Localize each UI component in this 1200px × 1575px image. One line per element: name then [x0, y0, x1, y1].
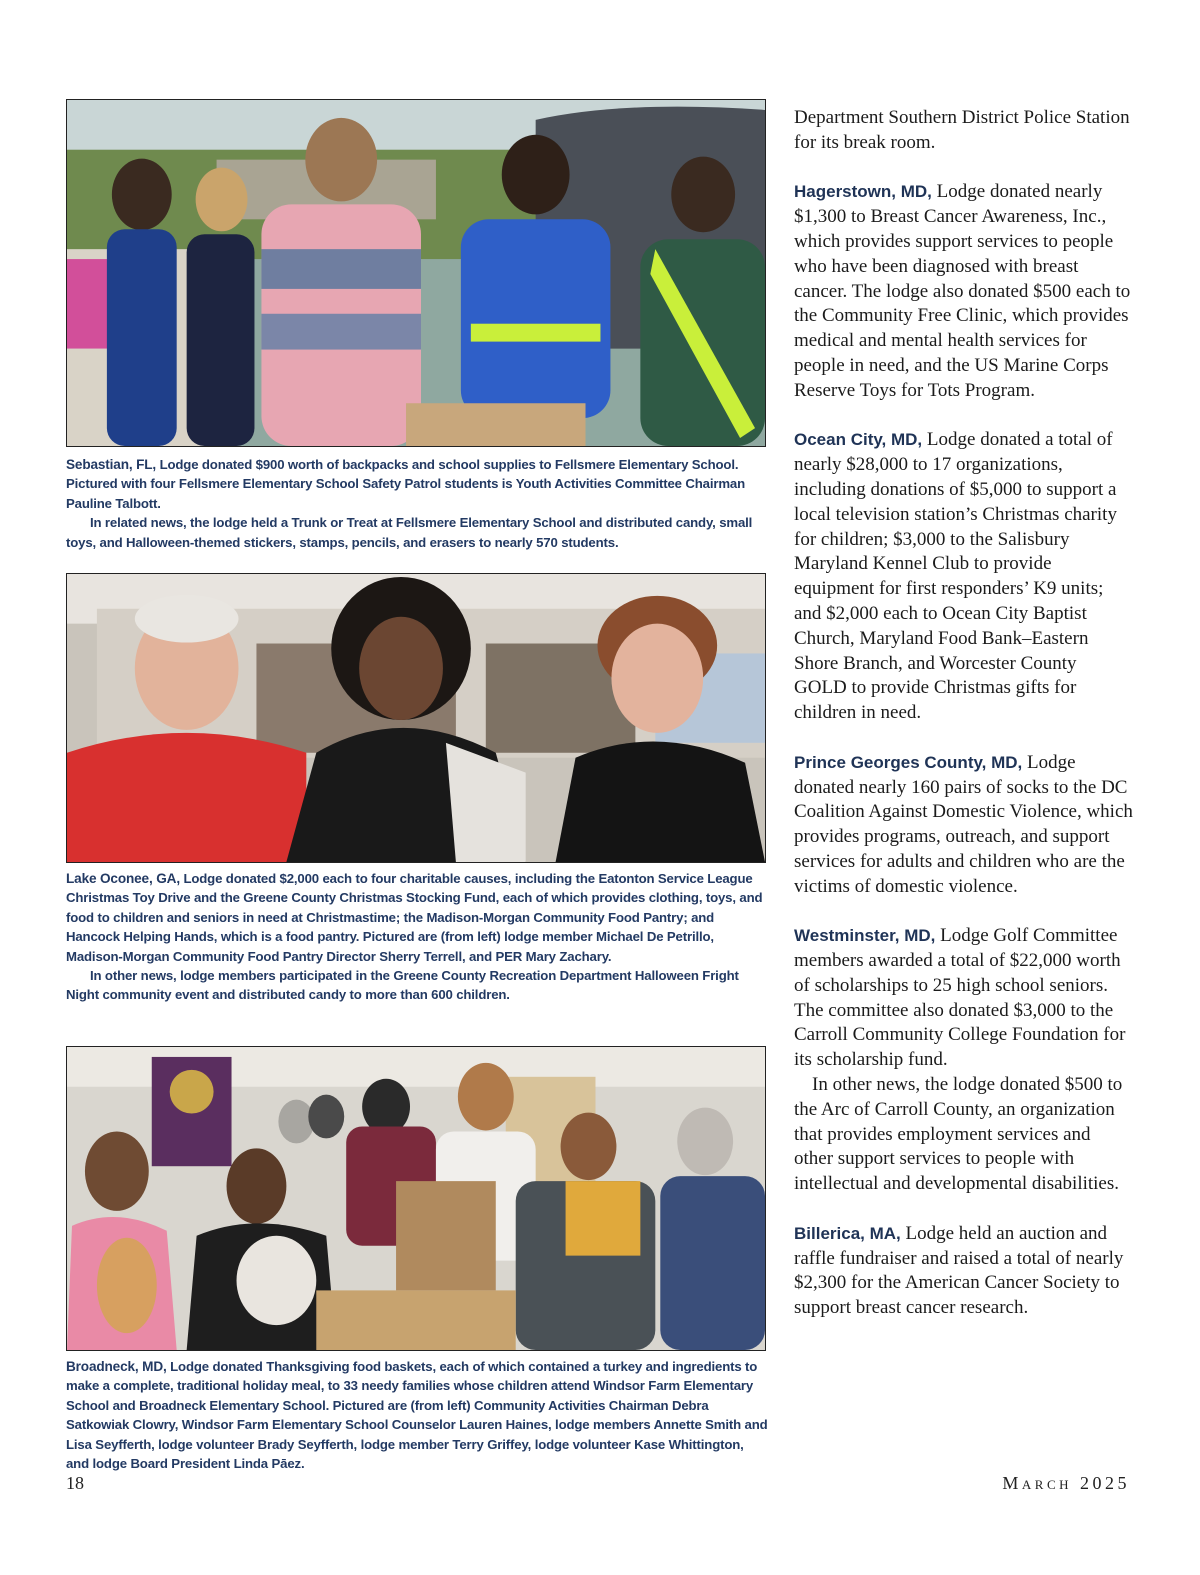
- article-billerica: [794, 1222, 1134, 1321]
- caption-related-sebastian: In related news, the lodge held a Trunk or Treat at Fellsmere Elementary School and distributed candy, small toys, and Halloween-themed stickers, stamps, pencils, and erasers to nearly 570 students.: [66, 515, 753, 550]
- photo-illustration-sebastian: [67, 100, 765, 446]
- article-intro: Department Southern District Police Station for its break room.: [794, 107, 1130, 153]
- issue-date: March 2025: [1002, 1473, 1130, 1493]
- article-prince-georges: [794, 751, 1134, 900]
- article-westminster: [794, 924, 1134, 1073]
- article-text-billerica: Lodge held an auction and raffle fundraiser and raised a total of nearly $2,300 for the American Cancer Society to support breast cancer research.: [794, 1222, 1124, 1319]
- article-place-billerica: Billerica, MA,: [794, 1223, 901, 1243]
- caption-place-sebastian: Sebastian, FL,: [66, 457, 157, 472]
- photo-illustration-broadneck: [67, 1047, 765, 1350]
- article-text-ocean-city: Lodge donated a total of nearly $28,000 to 17 organizations, including donations of $5,000 to support a local television station’s Christmas charity for children; $3,000 to the Salisbury Maryland Kennel Club to provide equipment for first responders’ K9 units; and $2,000 each to Ocean City Baptist Church, Maryland Food Bank–Eastern Shore Branch, and Worcester County GOLD to provide Christmas gifts for children in need.: [794, 429, 1117, 724]
- article-hagerstown: [794, 180, 1134, 403]
- caption-text-broadneck: Lodge donated Thanksgiving food baskets, each of which contained a turkey and ingredients to make a complete, traditional holiday meal, to 33 needy families whose children attend Windsor Farm Elementary School and Broadneck Elementary School. Pictured are (from left) Community Activities Chairman Debra Satkowiak Clowry, Windsor Farm Elementary School Counselor Lauren Haines, lodge members Annette Smith and Lisa Seyfferth, lodge volunteer Brady Seyfferth, lodge member Terry Griffey, lodge volunteer Kase Whittington, and lodge Board President Linda Pāez.: [66, 1359, 768, 1472]
- article-text-prince-georges: Lodge donated nearly 160 pairs of socks to the DC Coalition Against Domestic Violence, which provides programs, outreach, and support services for adults and children who are the victims of domestic violence.: [794, 751, 1133, 897]
- article-ocean-city: [794, 428, 1134, 726]
- article-place-prince-georges: Prince Georges County, MD,: [794, 752, 1023, 772]
- group-photo-lake-oconee: [66, 573, 766, 863]
- article-related-westminster: In other news, the lodge donated $500 to the Arc of Carroll County, an organization that provides employment services and other support services to people with intellectual and developmental disabilities.: [794, 1074, 1123, 1195]
- caption-broadneck: [66, 1357, 768, 1473]
- article-place-hagerstown: Hagerstown, MD,: [794, 182, 932, 202]
- caption-lake-oconee: [66, 869, 768, 1005]
- article-place-ocean-city: Ocean City, MD,: [794, 430, 923, 450]
- article-text-hagerstown: Lodge donated nearly $1,300 to Breast Cancer Awareness, Inc., which provides support services to people who have been diagnosed with breast cancer. The lodge also donated $500 each to the Community Free Clinic, which provides medical and mental health services for people in need, and the US Marine Corps Reserve Toys for Tots Program.: [794, 181, 1131, 401]
- article-place-westminster: Westminster, MD,: [794, 926, 936, 946]
- caption-sebastian: [66, 455, 768, 552]
- group-photo-sebastian: [66, 99, 766, 447]
- caption-place-broadneck: Broadneck, MD,: [66, 1359, 167, 1374]
- photo-illustration-lake-oconee: [67, 574, 765, 862]
- group-photo-broadneck: [66, 1046, 766, 1351]
- article-text-westminster: Lodge Golf Committee members awarded a total of $22,000 worth of scholarships to 25 high school seniors. The committee also donated $3,000 to the Carroll Community College Foundation for its scholarship fund.: [794, 925, 1126, 1071]
- article-column-right: [794, 106, 1134, 1321]
- caption-related-lake-oconee: In other news, lodge members participated in the Greene County Recreation Department Halloween Fright Night community event and distributed candy to more than 600 children.: [66, 968, 739, 1003]
- caption-text-lake-oconee: Lodge donated $2,000 each to four charitable causes, including the Eatonton Service League Christmas Toy Drive and the Greene County Christmas Stocking Fund, each of which provides clothing, toys, and food to children and seniors in need at Christmastime; the Madison-Morgan Community Food Pantry; and Hancock Helping Hands, which is a food pantry. Pictured are (from left) lodge member Michael De Petrillo, Madison-Morgan Community Food Pantry Director Sherry Terrell, and PER Mary Zachary.: [66, 871, 763, 964]
- caption-place-lake-oconee: Lake Oconee, GA,: [66, 871, 180, 886]
- page-number: 18: [66, 1473, 84, 1493]
- caption-text-sebastian: Lodge donated $900 worth of backpacks and school supplies to Fellsmere Elementary School. Pictured with four Fellsmere Elementary School Safety Patrol students is Youth Activities Committee Chairman Pauline Talbott.: [66, 457, 745, 511]
